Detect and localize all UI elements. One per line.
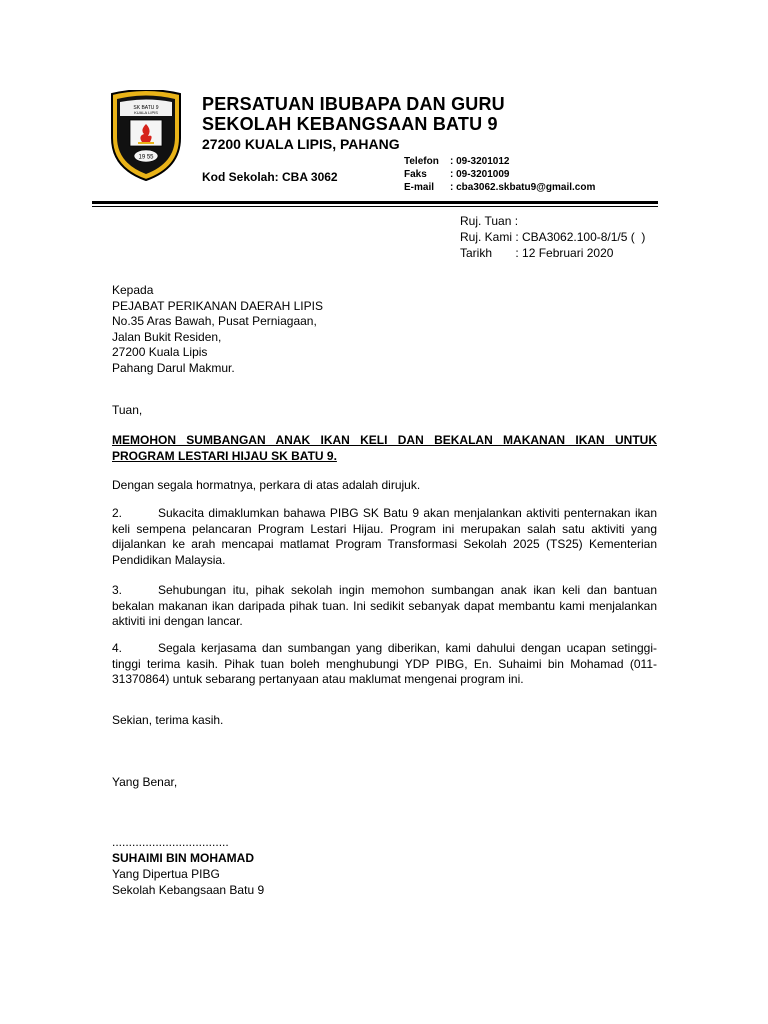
- opening-line: Dengan segala hormatnya, perkara di atas adalah dirujuk.: [112, 478, 421, 492]
- paragraph-2: [112, 506, 657, 568]
- contact-email-value: : cba3062.skbatu9@gmail.com: [450, 182, 596, 193]
- reference-block: [460, 213, 645, 261]
- contact-fax-value: : 09-3201009: [450, 169, 510, 180]
- paragraph-text: Sehubungan itu, pihak sekolah ingin memohon sumbangan anak ikan keli dan bantuan bekalan makanan ikan daripada pihak tuan. Ini sedikit sebanyak dapat membantu kami menjalankan aktiviti ini dengan lancar.: [112, 583, 657, 628]
- paragraph-text: Segala kerjasama dan sumbangan yang diberikan, kami dahului dengan ucapan setinggi-tinggi terima kasih. Pihak tuan boleh menghubungi YDP PIBG, En. Suhaimi bin Mohamad (011-31370864) untuk sebarang pertanyaan atau maklumat mengenai program ini.: [112, 641, 657, 686]
- svg-text:SK BATU 9: SK BATU 9: [133, 105, 159, 111]
- signature-block: [112, 834, 657, 898]
- valediction: Yang Benar,: [112, 775, 178, 789]
- recipient-line: Jalan Bukit Residen,: [112, 329, 222, 344]
- svg-text:KUALA LIPIS: KUALA LIPIS: [134, 110, 158, 115]
- org-name-line2: SEKOLAH KEBANGSAAN BATU 9: [202, 114, 498, 134]
- recipient-line: Pahang Darul Makmur.: [112, 360, 235, 375]
- ref-date: Tarikh : 12 Februari 2020: [460, 246, 614, 260]
- contact-fax-label: Faks: [404, 169, 427, 180]
- signature-line: ...................................: [112, 835, 229, 849]
- signatory-name: SUHAIMI BIN MOHAMAD: [112, 851, 254, 865]
- school-crest-logo: [108, 90, 184, 182]
- signatory-org: Sekolah Kebangsaan Batu 9: [112, 883, 265, 897]
- recipient-block: [112, 283, 657, 376]
- paragraph-3: [112, 583, 657, 630]
- logo-year: 19 55: [138, 154, 154, 161]
- contact-block: [404, 155, 595, 194]
- recipient-line: PEJABAT PERIKANAN DAERAH LIPIS: [112, 298, 323, 313]
- ref-ruj-kami: Ruj. Kami : CBA3062.100-8/1/5 ( ): [460, 230, 646, 244]
- recipient-kepada: Kepada: [112, 283, 154, 297]
- ref-ruj-tuan: Ruj. Tuan :: [460, 214, 519, 228]
- header-divider-thick: [92, 201, 658, 204]
- contact-fax: [404, 168, 595, 181]
- recipient-line: 27200 Kuala Lipis: [112, 345, 208, 359]
- paragraph-text: Sukacita dimaklumkan bahawa PIBG SK Batu 9 akan menjalankan aktiviti penternakan ikan keli sempena pelancaran Program Lestari Hijau. Program ini merupakan salah satu aktiviti yang dijalankan ke arah mencapai matlamat Program Transformasi Sekolah 2025 (TS25) Kementerian Pendidikan Malaysia.: [112, 506, 657, 567]
- salutation: Tuan,: [112, 403, 143, 417]
- signatory-title: Yang Dipertua PIBG: [112, 867, 220, 881]
- org-address: 27200 KUALA LIPIS, PAHANG: [202, 136, 400, 152]
- closing-line: Sekian, terima kasih.: [112, 713, 224, 727]
- recipient-line: No.35 Aras Bawah, Pusat Perniagaan,: [112, 314, 317, 328]
- paragraph-number: 2.: [112, 506, 123, 520]
- contact-phone: [404, 155, 595, 168]
- paragraph-number: 4.: [112, 641, 123, 655]
- school-code: Kod Sekolah: CBA 3062: [202, 170, 338, 184]
- paragraph-number: 3.: [112, 583, 123, 597]
- contact-phone-value: : 09-3201012: [450, 156, 510, 167]
- paragraph-4: [112, 641, 657, 688]
- header-divider-thin: [92, 206, 658, 207]
- contact-email: [404, 181, 595, 194]
- contact-email-label: E-mail: [404, 182, 435, 193]
- org-name-line1: PERSATUAN IBUBAPA DAN GURU: [202, 94, 505, 114]
- letter-subject: MEMOHON SUMBANGAN ANAK IKAN KELI DAN BEKALAN MAKANAN IKAN UNTUK PROGRAM LESTARI HIJAU SK BATU 9.: [112, 433, 657, 463]
- contact-phone-label: Telefon: [404, 156, 439, 167]
